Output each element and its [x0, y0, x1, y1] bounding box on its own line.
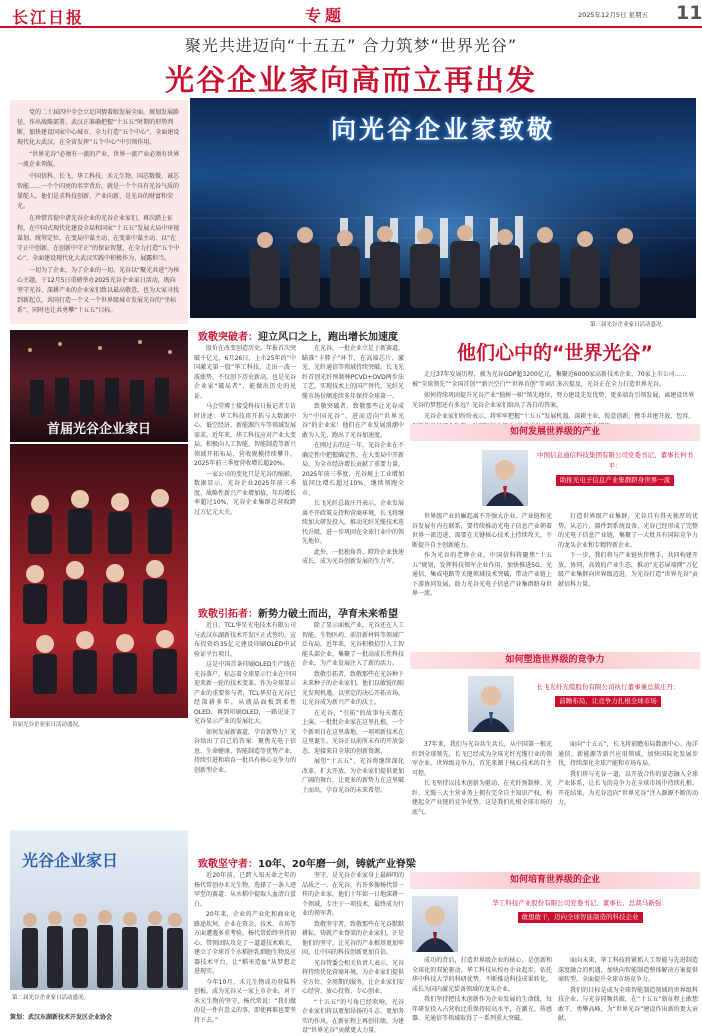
paragraph: 展望“十五五”，光谷将继续深化改革、扩大开放，为企业家们提供更加广阔的舞台，让更多的新势力在这里破土而出，孕育光谷的未来希望。 [302, 758, 405, 794]
question-2-quote: 前瞻布局，让竞争力扎根全球市场 [555, 696, 661, 707]
paragraph: 面向未来，华工科技将紧抓人工智能与先进制造深度融合的机遇，加快向智能制造整体解决方案提供商转型，全面提升全球市场竞争力。 [558, 957, 698, 983]
person-icon [482, 450, 528, 506]
paragraph: 如何持续巩固提升光谷产业“独树一帜”领先地位，努力建设先发优势，更多端育引领发展，离建设世界光谷的梦想还有多远？光谷企业家们给出了各自的答案。 [412, 392, 695, 409]
left-photo-2 [10, 444, 188, 718]
paragraph: 我们坚持把技术创新作为企业发展的生命线，每年研发投入占营收比重保持较高水平，在激光、传感器、光通信等领域取得了一系列重大突破。 [412, 996, 552, 1022]
question-1-org: 中国信息通信科技集团有限公司党委书记、董事长何书平： [537, 451, 693, 470]
section-1-col-2 [302, 344, 404, 599]
question-1-col-1 [412, 512, 552, 632]
intro-paragraph: 党的二十届四中全会立足国情着眼发展全面，规划发展路径，作出战略部署。武汉正准确把握“十五五”时期的形势判断，加快建设国家中心城市、全力打造“五个中心”、全面建设现代化大武汉，在全省发挥“五个中心”中引领作用。 [17, 109, 180, 146]
intro-paragraph: 中国信科、长飞、华工科技、禾元生物、国芯数微、诚芯智能……一个个闪亮的名字背后，就是一个个具有光谷气质的掌舵人。他们是求科技创新、产业向新、是光谷的财富和荣光。 [17, 173, 180, 210]
page-title: 光谷企业家向高而立再出发 [164, 63, 537, 97]
intro-text [10, 100, 188, 324]
question-2-bio [518, 682, 698, 707]
section-3-col-1 [194, 871, 297, 1024]
paragraph: 如何发展新赛道，孕育新势力？光谷给出了自己的答案：聚焦光电子信息、生命健康、智能制造等优势产业，持续引进和培育一批具有核心竞争力的创新型企业。 [194, 728, 297, 774]
left-photo-1 [10, 330, 188, 442]
question-3-org: 华工科技产业股份有限公司党委书记、董事长、总裁马新强： [492, 899, 668, 907]
paragraph: 打造世界级产业集群，光谷具有得天独厚的优势。从芯片、器件到系统设备，光谷已经形成了完整的光电子信息产业链，集聚了一大批具有国际竞争力的龙头企业和专精特新企业。 [558, 513, 698, 549]
paragraph: 近日，TCL华星光电技术有限公司与武汉东湖新技术开发区正式签约，宣布投资约35亿元建设印刷OLED中试验证平台项目。 [194, 622, 297, 658]
paragraph: “十五五”的号角已经吹响，光谷企业家们将以更加昂扬的斗志、更加务实的作风，在新征程上再创佳绩，为建设“世界光谷”贡献更大力量。 [302, 998, 405, 1034]
section-1-col-1 [194, 344, 296, 599]
paragraph: 一家公司的变化只是光谷的缩影。数据显示，光谷企业2025年前三季度，战略性新兴产业增加值，年均增长率超过10%，光谷企业集群总营收跨过万亿元大关。 [194, 470, 297, 516]
section-2-title [198, 605, 398, 620]
audience-illustration [10, 444, 188, 718]
paragraph: 今年10月，禾元生物成功登陆科创板，成为光谷又一家上市企业。对于禾元生物的坚守，杨代常说：“我们做的是一件有意义的事，即使再难也要坚持下去。” [194, 978, 297, 1024]
portrait-zhuang-dan [468, 676, 514, 732]
paragraph: 近20年前，已跨入知天命之年的杨代常创办禾元生物，选择了一条人迹罕至的赛道：从水稻中提取人血清白蛋白。 [194, 872, 297, 908]
paragraph: 37年来，我们与光谷共生共长，从中国第一根光纤到全球领先，长飞已经成为全球光纤光缆行业的领军企业。世界级竞争力，首先来源于核心技术的自主可控。 [412, 741, 552, 777]
paragraph: 长飞坚持以技术创新为驱动，在光纤预制棒、光纤、光缆三大主营业务上拥有完全自主知识产权，构建起全产业链的竞争优势，这是我们扎根全球市场的底气。 [412, 780, 552, 816]
right-panel [410, 320, 700, 1022]
question-2-col-2 [558, 740, 698, 858]
left-photo-2-caption: 首届光谷企业家日活动盛况。 [12, 722, 84, 728]
photo-overlay-text: 首届光谷企业家日 [46, 422, 151, 437]
portrait-he-shuping [482, 450, 528, 506]
paragraph: 光谷管委会相关负责人表示，光谷将持续优化营商环境，为企业家们提供全方位、全周期的服务，让企业家们安心经营、放心投资、专心创业。 [302, 959, 405, 995]
main-photo-caption: 第三届光谷企业家日活动盛况。 [590, 322, 668, 328]
photo-banner: 向光谷企业家致敬 [330, 115, 555, 144]
paragraph: 我们将与光谷一道，以开放合作的姿态融入全球产业体系，让长飞的竞争力在全球市场中持续扎根、开花结果，为光谷迈向“世界光谷”注入源源不断的动力。 [558, 770, 698, 806]
intro-paragraph: “世界光谷”必须有一流的产业，世界一流产业必须有世界一流企业领航。 [17, 151, 180, 168]
section-3-heading: 10年、20年磨一剑，铸就产业脊梁 [258, 859, 416, 870]
question-3-heading: 如何培育世界级的企业 [410, 872, 700, 889]
question-1-bio [532, 450, 698, 486]
paragraph: 光谷企业家们纷纷表示，将牢牢把握“十五五”发展机遇，深耕主业、锐意创新，携手共建开放、包容、 [424, 413, 695, 420]
section-label: 专题 [305, 6, 346, 25]
paragraph: 致敬突破者，致敬那些让光谷成为“中国光谷”，进而迈向“世界光谷”的企业家！他们在产业发展浪潮中敢为人先、跑出了光谷加速度。 [302, 403, 404, 439]
main-photo [190, 98, 696, 318]
photo-overlay-text: 光谷企业家日 [22, 851, 119, 870]
paragraph: 世界级产业的崛起离不开强大企业。产业链和光谷发展有内在联系，要持续推动光电子信息产业朝着世界一流迈进，需要在关键核心技术上持续攻关，不断提升自主创新能力。 [412, 513, 552, 549]
intro-paragraph: 一切为了企业，为了企业的一切。光谷以“聚光共进”为核心主题，于12月5日重磅举办2025光谷企业家日活动，既向坚守光谷、深耕产业的企业家们致以最高敬意，也为大家寻找到新起点，共同打造一个又一个世界级城市发展光谷的“坐标系”，同时也让共勇攀“十五五”目标。 [17, 267, 180, 314]
paragraph: 股价在改变创造历史。年报首次突破千亿元，6月26日，上市25年的“中国激光第一股”华工科技，走出一波一波涨势，不仅创下历史新高，也是光谷企业家“破局者”，能做出历史的见证。 [194, 345, 297, 400]
paragraph: 作为光谷的老牌企业，中国信科将聚焦“十五五”规划，发挥科技领军企业作用，加快推进5G、光通信、集成电路等关键领域技术突破，带动产业链上下游协同发展，助力光谷光电子信息产业集群跻身世界一流。 [412, 552, 552, 597]
paragraph: 面向“十五五”，长飞将前瞻布局数据中心、海洋通信、新能源等新兴应用领域，加快国际化发展步伐，持续深化全球产能和市场布局。 [558, 741, 698, 767]
portrait-ma-xinqiang [412, 896, 458, 952]
paragraph: 我们的目标是成为全球智能制造领域的世界级科技企业，与光谷同频共振，在“十五五”新征程上敢想敢干、勇攀高峰，为“世界光谷”建设作出新的更大贡献。 [558, 986, 698, 1022]
page-header [0, 0, 702, 28]
paragraph: 致敬引拓者，致敬那些在光谷种下未来种子的企业家们。他们以敏锐的眼光发现机遇，以坚定的决心开拓市场，让光谷成为新兴产业的沃土。 [302, 670, 405, 706]
paragraph: 下一步，我们将与产业链伙伴携手，共同构建开放、协同、高效的产业生态，推动“光芯屏端网”万亿级产业集群向世界级迈进，为光谷打造“世界光谷”贡献信科力量。 [558, 552, 698, 588]
question-1-quote: 助推光电子信息产业集群跻身世界一流 [556, 475, 675, 486]
section-2-heading: 新势力破土而出，孕育未来希望 [258, 609, 398, 620]
paragraph: 马会堂博士接受科技日报记者专访时讲述：华工科技将开拓与大数据中心、低空经济、新能源汽车等领域发展需求。近年来，华工科技应对产业大变局，积极向人工智能、智能制造等新兴领域开拓布局，营收规模持续攀升，2025年前三季度营收增长超20%。 [194, 403, 297, 467]
masthead: 长江日报 [12, 8, 85, 27]
page-number: 11 [676, 2, 702, 24]
paragraph: 走过37年发展历程，被为光谷GDP超3200亿元，集聚近6000家高新技术企业，70家上市公司……被“全球领先”“全国首创”“新兴空白”“世界首创”等词汇多次提及，光谷正在全力打造世界光谷。 [412, 371, 687, 388]
page-subtitle: 聚光共进迈向“十五五” 合力筑梦“世界光谷” [184, 36, 518, 55]
paragraph: 在刚过去的这一年，光谷企业在不确定性中把握确定性，在大变局中开新局，为全市经济增长贡献了重要力量。2025年前三季度，光谷规上工业增加值同比增长超过10%，继续领跑全市。 [302, 442, 405, 497]
section-1-heading: 迎立风口之上，跑出增长加速度 [258, 332, 398, 343]
left-photo-3-caption: 第二届光谷企业家日活动盛况。 [12, 995, 90, 1001]
question-3-col-2 [558, 956, 698, 1022]
section-2-col-2 [302, 621, 404, 849]
paragraph: 长飞光纤总裁庄丹表示，企业发展离不开政策支持和营商环境，长飞将继续加大研发投入，推动光纤光缆技术迭代升级，进一步巩固在全球行业中的领先地位。 [302, 500, 405, 545]
person-icon [468, 676, 514, 732]
paragraph: 在光谷，一批企业立足于新赛道，瞄准“卡脖子”环节，在高端芯片、激光、光纤通信等领域持续突破。长飞光纤首创光纤预制棒PCVD+OVD两步法工艺，实现技术上的国产替代，光纤光缆市场份额连续多年保持全球第一。 [302, 345, 405, 400]
section-2-col-1 [194, 621, 296, 849]
question-3-col-1 [412, 956, 552, 1022]
left-photo-3 [10, 830, 188, 990]
question-1-heading: 如何发展世界级的产业 [410, 424, 700, 441]
question-2-heading: 如何塑造世界级的竞争力 [410, 652, 700, 669]
paragraph: 除了显示面板产业，光谷还在人工智能、生物医药、前沿新材料等领域广泛布局。近年来，光谷积极招引人工智能头部企业，集聚了一批高成长性科技企业，为产业发展注入了新的活力。 [302, 622, 405, 667]
section-3-prefix: 致敬坚守者： [198, 859, 258, 870]
paragraph: 在光谷，“引拓”的故事每天都在上演。一批批企业家在这里扎根，一个个新项目在这里落地，一项项新技术在这里诞生。光谷正以前所未有的开放姿态，迎接来自全球的创新资源。 [302, 709, 405, 755]
question-1-col-2 [558, 512, 698, 632]
paragraph: 坚守，是光谷企业家身上最鲜明的品质之一。在光谷，有许多像杨代常一样的企业家，他们十年如一日地深耕一个领域，专注于一项技术，最终成为行业的领军者。 [302, 872, 405, 917]
question-2-org: 长飞光纤光缆股份有限公司执行董事兼总裁庄丹： [536, 683, 680, 691]
section-3-title [198, 855, 416, 870]
date-line: 2025年12月5日 星期五 [578, 11, 649, 19]
group-photo-illustration [10, 830, 188, 990]
question-2-col-1 [412, 740, 552, 858]
right-panel-title: 他们心中的“世界光谷” [457, 342, 653, 364]
intro-paragraph: 在珍惜首提中诸光谷企业的光谷企业家们，再次踏上征程，在中国式现代化建设全局和国家“十五五”发展大局中审视谋划、统筹定位，在变局中谋主动、在变革中谋主动、以“在守正中创新，在创新中守正”的保证智慧，在全力打造“五个中心”、全面建设现代化大武汉实践中积极作为、展露担当。 [17, 215, 180, 262]
paragraph: 这是中国首条印刷OLED生产线在光谷落户，标志着全球显示行业在中国迎来新一轮的技术变革。作为全球显示产业的重要参与者，TCL华星在光谷已经深耕多年，从液晶面板到柔性OLED，再到印刷OLED，一路见证了光谷显示产业的发展壮大。 [194, 661, 297, 725]
paragraph: 20年来，企业的产业化和商业化路途坎坷，企业在资金、技术、市场等方面遭遇多重考验。杨代常始终坚持初心，带领团队攻克了一道道技术难关，建立了全球首个水稻胚乳细胞生物反应器技术平台，让“稻米造血”从梦想走进现实。 [194, 911, 297, 975]
section-3-col-2 [302, 871, 405, 1034]
section-1-prefix: 致敬突破者： [198, 332, 258, 343]
person-icon [412, 896, 458, 952]
paragraph: 此外，一批独角兽、瞪羚企业快速成长，成为光谷创新发展的生力军。 [302, 548, 405, 565]
section-1-title [198, 328, 398, 343]
question-3-bio [462, 898, 698, 923]
question-3-quote: 敢想敢干，迈向全球智能制造的科技企业 [518, 912, 643, 923]
section-2-prefix: 致敬引拓者： [198, 609, 258, 620]
paragraph: 致敬坚守者，致敬那些在光谷默默耕耘、铸就产业脊梁的企业家们。正是他们的坚守，让光谷的产业根基更加牢固，让中国的科技创新更加自信。 [302, 920, 405, 956]
paragraph: 成功的背后，打造世界级企业的核心，是创新和全球化的双轮驱动。华工科技从校办企业起步，依托华中科技大学的科研优势，不断推动科技成果转化，成长为国内激光装备领域的龙头企业。 [412, 957, 552, 993]
credit-line: 策划：武汉东湖新技术开发区企业协会 [10, 1014, 113, 1021]
